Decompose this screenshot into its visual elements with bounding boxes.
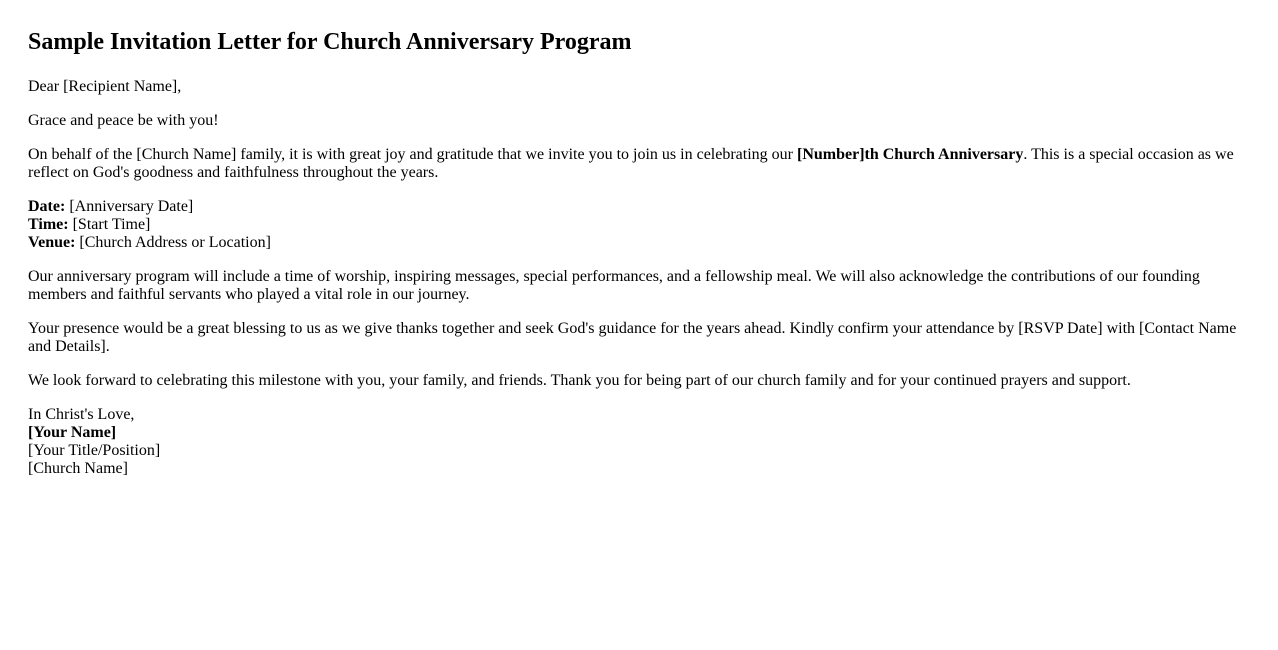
blessing: Grace and peace be with you! (28, 112, 219, 129)
rsvp-paragraph: Your presence would be a great blessing to us as we give thanks together and seek God's guidance for the years ahead. Kindly confirm your attendance by [RSVP Date] with [Contact Name and Details]. (28, 320, 1237, 355)
intro-paragraph (28, 146, 1250, 182)
signature-name: [Your Name] (28, 424, 117, 441)
date-value: [Anniversary Date] (65, 198, 194, 215)
event-details (28, 198, 1250, 252)
signature-title: [Your Title/Position] (28, 442, 161, 459)
greeting: Dear [Recipient Name], (28, 78, 182, 95)
intro-text-after: . This is a special occasion as we reflect on God's goodness and faithfulness throughout the years. (28, 146, 1234, 181)
program-paragraph: Our anniversary program will include a time of worship, inspiring messages, special performances, and a fellowship meal. We will also acknowledge the contributions of our founding members and faithful servants who played a vital role in our journey. (28, 268, 1200, 303)
page-title: Sample Invitation Letter for Church Anniversary Program (28, 29, 632, 55)
signature-church: [Church Name] (28, 460, 128, 477)
venue-value: [Church Address or Location] (75, 234, 271, 251)
date-label: Date: (28, 198, 66, 215)
signature-block (28, 406, 1250, 478)
signature-closing: In Christ's Love, (28, 406, 135, 423)
anniversary-highlight: [Number]th Church Anniversary (796, 146, 1024, 163)
time-value: [Start Time] (68, 216, 151, 233)
intro-text-before: On behalf of the [Church Name] family, it is with great joy and gratitude that we invite you to join us in celebrating our (28, 146, 797, 163)
closing-paragraph: We look forward to celebrating this milestone with you, your family, and friends. Thank you for being part of our church family and for your continued prayers and support. (28, 372, 1131, 389)
venue-label: Venue: (28, 234, 76, 251)
time-label: Time: (28, 216, 69, 233)
